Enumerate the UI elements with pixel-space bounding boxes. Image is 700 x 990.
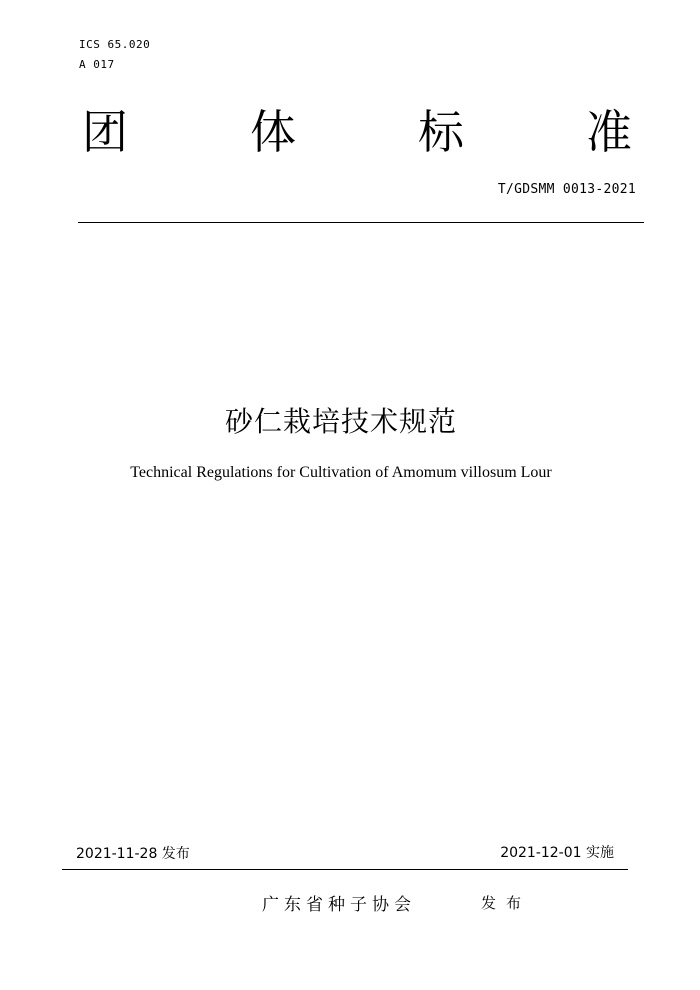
issuing-organization: 广东省种子协会 [262,895,416,915]
standard-type-char-2: 体 [250,105,296,159]
publish-date: 2021-11-28 发布 [76,846,190,862]
standard-code: T/GDSMM 0013-2021 [497,182,636,197]
title-english: Technical Regulations for Cultivation of Amomum villosum Lour [130,464,552,481]
bottom-divider [62,869,628,870]
ics-code: ICS 65.020 [79,38,151,51]
standard-type-char-4: 准 [586,105,632,159]
title-chinese: 砂仁栽培技术规范 [224,405,457,438]
standard-type-char-3: 标 [418,105,464,159]
ccs-code: A 017 [79,58,115,71]
issue-label: 发布 [481,894,532,912]
implement-date: 2021-12-01 实施 [500,845,614,861]
top-divider [78,222,644,223]
standard-type-char-1: 团 [82,105,128,159]
